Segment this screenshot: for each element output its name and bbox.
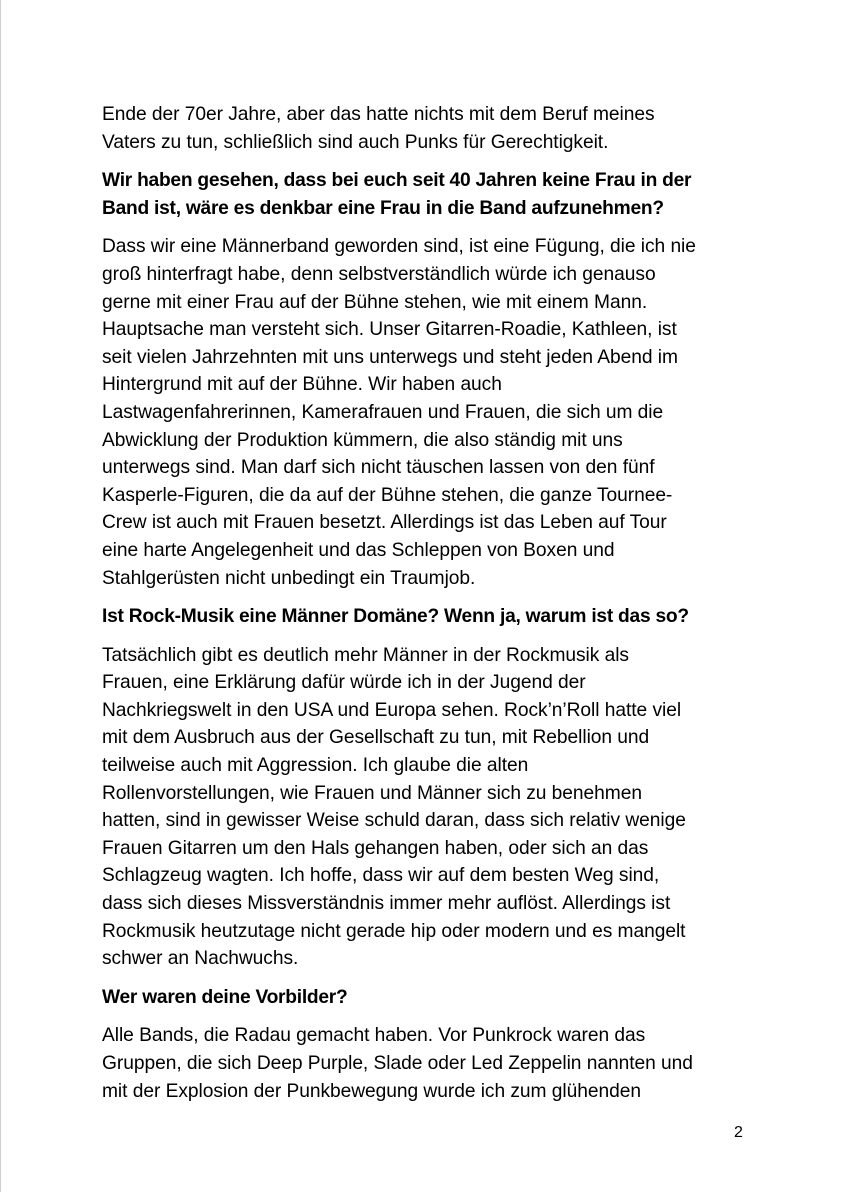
text-line: groß hinterfragt habe, denn selbstverständlich würde ich genauso xyxy=(102,263,656,285)
text-line: Hauptsache man versteht sich. Unser Gitarren-Roadie, Kathleen, ist xyxy=(102,319,677,341)
text-line: Wir haben gesehen, dass bei euch seit 40 Jahren keine Frau in der xyxy=(102,170,692,192)
text-line: Lastwagenfahrerinnen, Kamerafrauen und Frauen, die sich um die xyxy=(102,401,664,423)
text-line: Ende der 70er Jahre, aber das hatte nichts mit dem Beruf meines xyxy=(102,104,655,125)
text-line: Stahlgerüsten nicht unbedingt ein Traumjob. xyxy=(102,567,476,589)
text-line: Tatsächlich gibt es deutlich mehr Männer in der Rockmusik als xyxy=(102,644,629,666)
text-line: mit dem Ausbruch aus der Gesellschaft zu tun, mit Rebellion und xyxy=(102,727,650,749)
text-line: teilweise auch mit Aggression. Ich glaube die alten xyxy=(102,755,529,777)
text-line: unterwegs sind. Man darf sich nicht täuschen lassen von den fünf xyxy=(102,457,655,479)
interview-question xyxy=(102,984,752,1012)
text-line: Crew ist auch mit Frauen besetzt. Allerdings ist das Leben auf Tour xyxy=(102,512,667,534)
text-line: Wer waren deine Vorbilder? xyxy=(102,986,348,1008)
text-line: Kasperle-Figuren, die da auf der Bühne stehen, die ganze Tournee- xyxy=(102,484,673,506)
interview-answer xyxy=(102,233,752,592)
text-line: Dass wir eine Männerband geworden sind, ist eine Fügung, die ich nie xyxy=(102,236,696,258)
text-line: Rollenvorstellungen, wie Frauen und Männer sich zu benehmen xyxy=(102,782,642,804)
text-line: Vaters zu tun, schließlich sind auch Punks für Gerechtigkeit. xyxy=(102,131,609,153)
text-line: schwer an Nachwuchs. xyxy=(102,948,299,970)
text-line: Frauen Gitarren um den Hals gehangen haben, oder sich an das xyxy=(102,837,649,859)
text-line: Nachkriegswelt in den USA und Europa sehen. Rock’n’Roll hatte viel xyxy=(102,699,682,721)
interview-answer xyxy=(102,642,752,973)
text-line: Alle Bands, die Radau gemacht haben. Vor Punkrock waren das xyxy=(102,1025,646,1047)
text-line: Frauen, eine Erklärung dafür würde ich in der Jugend der xyxy=(102,672,586,694)
text-line: mit der Explosion der Punkbewegung wurde ich zum glühenden xyxy=(102,1080,641,1102)
text-line: Ist Rock-Musik eine Männer Domäne? Wenn ja, warum ist das so? xyxy=(102,606,689,628)
page-number: 2 xyxy=(734,1124,743,1141)
text-line: Rockmusik heutzutage nicht gerade hip oder modern und es mangelt xyxy=(102,920,686,942)
page-body xyxy=(102,101,752,1105)
text-line: Schlagzeug wagten. Ich hoffe, dass wir auf dem besten Weg sind, xyxy=(102,865,660,887)
text-line: hatten, sind in gewisser Weise schuld daran, dass sich relativ wenige xyxy=(102,810,686,832)
text-line: Hintergrund mit auf der Bühne. Wir haben auch xyxy=(102,374,502,396)
text-line: eine harte Angelegenheit und das Schleppen von Boxen und xyxy=(102,539,615,561)
interview-answer xyxy=(102,1022,752,1105)
interview-answer xyxy=(102,101,752,156)
text-line: dass sich dieses Missverständnis immer mehr auflöst. Allerdings ist xyxy=(102,893,671,915)
text-line: seit vielen Jahrzehnten mit uns unterwegs und steht jeden Abend im xyxy=(102,346,678,368)
text-line: Abwicklung der Produktion kümmern, die also ständig mit uns xyxy=(102,429,623,451)
text-line: Gruppen, die sich Deep Purple, Slade oder Led Zeppelin nannten und xyxy=(102,1053,693,1074)
text-line: gerne mit einer Frau auf der Bühne stehen, wie mit einem Mann. xyxy=(102,291,648,313)
interview-question xyxy=(102,167,752,222)
interview-question xyxy=(102,603,752,631)
text-line: Band ist, wäre es denkbar eine Frau in die Band aufzunehmen? xyxy=(102,197,664,219)
